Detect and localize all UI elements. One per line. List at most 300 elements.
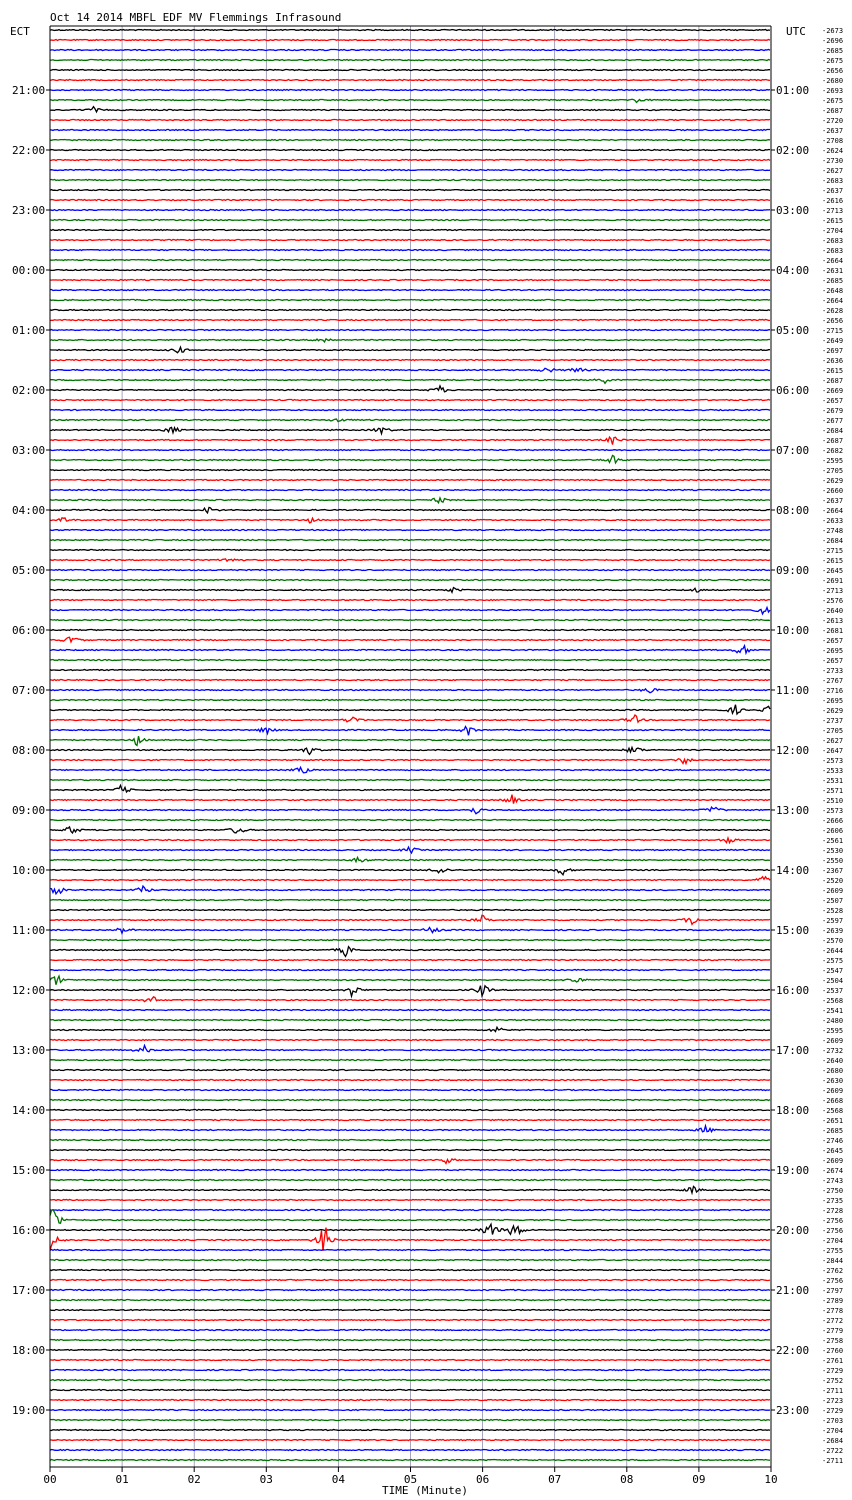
axis-labels [12,27,843,1486]
left-time-label: 00:00 [12,264,46,277]
trace-line [50,1159,770,1164]
right-time-label: 15:00 [776,924,810,937]
left-time-label: 21:00 [12,84,46,97]
trace-offset-label: -2704 [822,1427,844,1435]
trace-offset-label: -2750 [822,1187,844,1195]
trace-line [50,1060,770,1061]
left-time-label: 10:00 [12,864,46,877]
trace-line [50,705,770,714]
left-time-label: 01:00 [12,324,46,337]
trace-offset-label: -2746 [822,1137,844,1145]
trace-line [50,50,770,51]
trace-offset-label: -2615 [822,217,844,225]
trace-line [50,200,770,201]
x-tick-label: 06 [475,1473,490,1486]
trace-offset-label: -2575 [822,957,844,965]
trace-offset-label: -2629 [822,707,844,715]
trace-line [50,1430,770,1431]
trace-offset-label: -2685 [822,1127,844,1135]
right-time-label: 03:00 [776,204,810,217]
trace-line [50,820,770,821]
trace-line [50,540,770,541]
trace-line [50,637,770,642]
trace-offset-label: -2844 [822,1257,844,1265]
trace-offset-label: -2649 [822,337,844,345]
trace-line [50,140,770,141]
trace-offset-label: -2530 [822,847,844,855]
right-time-label: 16:00 [776,984,810,997]
trace-line [50,940,770,941]
trace-offset-label: -2708 [822,137,844,145]
trace-offset-label: -2685 [822,277,844,285]
trace-line [50,330,770,331]
right-time-label: 13:00 [776,804,810,817]
trace-line [50,570,770,571]
trace-offset-label: -2504 [822,977,844,985]
trace-line [50,1120,770,1121]
trace-line [50,339,770,342]
trace-line [50,220,770,221]
trace-offset-label: -2683 [822,237,844,245]
right-time-label: 06:00 [776,384,810,397]
right-time-label: 09:00 [776,564,810,577]
trace-line [50,1260,770,1261]
trace-line [50,190,770,191]
trace-line [50,30,770,31]
left-timezone-label: ECT [10,25,30,38]
trace-line [50,260,770,261]
trace-offset-label: -2755 [822,1247,844,1255]
trace-line [50,1210,770,1223]
trace-offset-label: -2570 [822,937,844,945]
trace-line [50,240,770,241]
trace-offset-label: -2679 [822,407,844,415]
trace-offset-label: -2640 [822,607,844,615]
trace-offset-label: -2609 [822,1037,844,1045]
trace-line [50,580,770,581]
trace-offset-label: -2660 [822,487,844,495]
trace-offset-label: -2685 [822,47,844,55]
trace-line [50,689,770,693]
trace-line [50,1045,770,1051]
trace-offset-label: -2531 [822,777,844,785]
trace-offset-label: -2507 [822,897,844,905]
trace-offset-label: -2683 [822,247,844,255]
trace-offset-label: -2637 [822,187,844,195]
trace-offset-label: -2705 [822,467,844,475]
trace-line [50,1228,770,1251]
trace-line [50,736,770,745]
trace-line [50,877,770,881]
trace-offset-label: -2480 [822,1017,844,1025]
trace-line [50,795,770,804]
trace-offset-label: -2648 [822,287,844,295]
trace-offset-label: -2705 [822,727,844,735]
trace-line [50,1410,770,1411]
trace-offset-label: -2704 [822,1237,844,1245]
trace-line [50,910,770,911]
trace-offset-label: -2695 [822,647,844,655]
trace-line [50,970,770,971]
trace-line [50,437,770,445]
trace-offset-label: -2647 [822,747,844,755]
trace-offset-label: -2561 [822,837,844,845]
trace-line [50,290,770,291]
trace-offset-label: -2716 [822,687,844,695]
trace-offset-label: -2664 [822,257,844,265]
trace-line [50,300,770,301]
right-timezone-label: UTC [786,25,806,38]
trace-line [50,727,770,736]
left-time-label: 15:00 [12,1164,46,1177]
x-axis-label: TIME (Minute) [381,1484,469,1497]
trace-line [50,270,770,271]
trace-offset-label: -2715 [822,547,844,555]
trace-line [50,310,770,311]
trace-offset-label: -2628 [822,307,844,315]
trace-line [50,1040,770,1041]
trace-line [50,869,770,875]
trace-offset-label: -2615 [822,367,844,375]
trace-line [50,997,770,1002]
trace-offset-label: -2684 [822,427,844,435]
trace-line [50,470,770,471]
trace-line [50,210,770,211]
trace-offset-label: -2613 [822,617,844,625]
trace-line [50,368,770,372]
right-time-label: 18:00 [776,1104,810,1117]
trace-offset-label: -2748 [822,527,844,535]
trace-line [50,1360,770,1361]
trace-offset-label: -2664 [822,507,844,515]
left-time-label: 11:00 [12,924,46,937]
trace-line [50,1300,770,1301]
trace-offset-label: -2644 [822,947,844,955]
trace-offset-label: -2571 [822,787,844,795]
trace-line [50,550,770,551]
trace-offset-label: -2657 [822,397,844,405]
trace-line [50,1390,770,1391]
trace-offset-label: -2711 [822,1457,844,1465]
trace-line [50,1350,770,1351]
trace-line [50,455,770,463]
trace-line [50,120,770,121]
trace-line [50,507,770,513]
x-tick-label: 04 [331,1473,346,1486]
trace-line [50,660,770,661]
trace-offset-label: -2752 [822,1377,844,1385]
trace-line [50,900,770,901]
trace-offset-label: -2756 [822,1277,844,1285]
trace-line [50,1400,770,1401]
trace-offset-label: -2682 [822,447,844,455]
trace-line [50,1420,770,1421]
trace-offset-label: -2615 [822,557,844,565]
trace-line [50,947,770,957]
trace-offset-label: -2669 [822,387,844,395]
right-time-label: 04:00 [776,264,810,277]
trace-line [50,1460,770,1461]
trace-offset-label: -2550 [822,857,844,865]
left-time-label: 16:00 [12,1224,46,1237]
trace-offset-label: -2657 [822,657,844,665]
trace-offset-label: -2656 [822,67,844,75]
trace-offset-label: -2576 [822,597,844,605]
trace-line [50,70,770,71]
trace-offset-label: -2732 [822,1047,844,1055]
trace-line [50,680,770,681]
trace-line [50,1170,770,1171]
trace-line [50,847,770,853]
trace-line [50,1080,770,1081]
trace-line [50,498,770,503]
trace-line [50,600,770,601]
right-time-label: 22:00 [776,1344,810,1357]
trace-line [50,1140,770,1141]
trace-line [50,1010,770,1011]
trace-offset-label: -2627 [822,737,844,745]
trace-offset-label: -2713 [822,207,844,215]
trace-line [50,1020,770,1021]
x-tick-label: 07 [548,1473,562,1486]
trace-offset-label: -2633 [822,517,844,525]
trace-offset-label: -2533 [822,767,844,775]
trace-offset-label: -2778 [822,1307,844,1315]
left-time-label: 23:00 [12,204,46,217]
trace-offset-label: -2657 [822,637,844,645]
trace-offset-label: -2684 [822,537,844,545]
trace-offset-label: -2624 [822,147,844,155]
trace-line [50,1126,770,1132]
trace-line [50,1330,770,1331]
trace-line [50,250,770,251]
left-time-label: 22:00 [12,144,46,157]
trace-offset-label: -2797 [822,1287,844,1295]
trace-offset-label: -2597 [822,917,844,925]
x-tick-label: 01 [115,1473,129,1486]
trace-offset-label: -2673 [822,27,844,35]
trace-offset-label: -2645 [822,567,844,575]
right-time-label: 20:00 [776,1224,810,1237]
left-time-label: 13:00 [12,1044,46,1057]
trace-offset-label: -2616 [822,197,844,205]
trace-offset-label: -2674 [822,1167,844,1175]
right-time-label: 07:00 [776,444,810,457]
trace-line [50,1450,770,1451]
trace-offset-label: -2684 [822,1437,844,1445]
trace-offset-label: -2789 [822,1297,844,1305]
trace-line [50,1320,770,1321]
trace-line [50,1070,770,1071]
trace-line [50,608,770,614]
trace-line [50,646,770,653]
trace-line [50,1440,770,1441]
trace-offset-label: -2687 [822,377,844,385]
trace-offset-label: -2666 [822,817,844,825]
trace-lines [50,30,770,1461]
trace-line [50,1270,770,1271]
trace-offset-label: -2728 [822,1207,844,1215]
trace-line [50,160,770,161]
trace-line [50,588,770,593]
trace-line [50,347,770,353]
trace-line [50,759,770,764]
trace-offset-label: -2722 [822,1447,844,1455]
trace-offset-label: -2645 [822,1147,844,1155]
trace-line [50,559,770,561]
trace-line [50,130,770,131]
trace-line [50,827,770,833]
trace-offset-label: -2595 [822,1027,844,1035]
trace-line [50,1210,770,1211]
trace-offset-label: -2668 [822,1097,844,1105]
trace-offset-label: -2651 [822,1117,844,1125]
trace-offset-label: -2609 [822,1087,844,1095]
trace-line [50,1110,770,1111]
trace-offset-label: -2704 [822,227,844,235]
trace-line [50,886,770,894]
trace-offset-label: -2510 [822,797,844,805]
trace-line [50,427,770,433]
trace-offset-label: -2767 [822,677,844,685]
trace-line [50,379,770,383]
trace-offset-label: -2697 [822,347,844,355]
right-time-label: 11:00 [776,684,810,697]
trace-offset-label: -2756 [822,1227,844,1235]
trace-line [50,490,770,491]
trace-line [50,360,770,361]
trace-offset-label: -2756 [822,1217,844,1225]
trace-offset-label: -2683 [822,177,844,185]
trace-offset-label: -2367 [822,867,844,875]
trace-offset-label: -2637 [822,127,844,135]
trace-line [50,928,770,934]
x-tick-label: 09 [692,1473,706,1486]
left-time-label: 14:00 [12,1104,46,1117]
trace-line [50,715,770,722]
trace-offset-label: -2703 [822,1417,844,1425]
x-tick-label: 00 [43,1473,57,1486]
trace-line [50,986,770,997]
trace-offset-label: -2715 [822,327,844,335]
trace-line [50,1090,770,1091]
trace-offset-label: -2693 [822,87,844,95]
left-time-label: 09:00 [12,804,46,817]
trace-offset-label: -2680 [822,77,844,85]
trace-line [50,960,770,961]
trace-offset-label: -2568 [822,997,844,1005]
trace-offset-label: -2609 [822,887,844,895]
left-time-label: 07:00 [12,684,46,697]
x-tick-label: 10 [764,1473,778,1486]
trace-offset-label: -2729 [822,1407,844,1415]
trace-offset-label: -2636 [822,357,844,365]
trace-offset-label: -2664 [822,297,844,305]
trace-offset-label: -2758 [822,1337,844,1345]
trace-line [50,1250,770,1251]
trace-offset-label: -2675 [822,97,844,105]
trace-offset-label: -2640 [822,1057,844,1065]
right-time-label: 23:00 [776,1404,810,1417]
trace-offset-label: -2568 [822,1107,844,1115]
trace-offset-label: -2637 [822,497,844,505]
trace-offset-label: -2631 [822,267,844,275]
trace-line [50,857,770,861]
trace-offset-label: -2730 [822,157,844,165]
trace-line [50,1150,770,1151]
trace-line [50,90,770,91]
trace-offset-label: -2681 [822,627,844,635]
right-time-label: 08:00 [776,504,810,517]
trace-offset-label: -2772 [822,1317,844,1325]
right-time-label: 01:00 [776,84,810,97]
right-time-label: 21:00 [776,1284,810,1297]
right-time-label: 12:00 [776,744,810,757]
trace-offset-label: -2675 [822,57,844,65]
trace-offset-label: -2547 [822,967,844,975]
trace-offset-label: -2743 [822,1177,844,1185]
trace-offset-label: -2711 [822,1387,844,1395]
right-time-label: 19:00 [776,1164,810,1177]
left-time-label: 17:00 [12,1284,46,1297]
trace-offset-label: -2729 [822,1367,844,1375]
trace-offset-label: -2606 [822,827,844,835]
trace-line [50,1310,770,1311]
right-time-label: 17:00 [776,1044,810,1057]
trace-line [50,785,770,792]
trace-line [50,767,770,772]
trace-line [50,700,770,701]
trace-offset-label: -2629 [822,477,844,485]
trace-offset-label: -2677 [822,417,844,425]
trace-line [50,670,770,671]
trace-line [50,410,770,411]
trace-line [50,99,770,102]
trace-line [50,620,770,621]
trace-offset-label: -2573 [822,807,844,815]
trace-offset-label: -2735 [822,1197,844,1205]
trace-offset-label: -2762 [822,1267,844,1275]
trace-offset-label: -2737 [822,717,844,725]
trace-offset-label: -2537 [822,987,844,995]
trace-offset-label: -2695 [822,697,844,705]
trace-line [50,419,770,422]
left-time-label: 19:00 [12,1404,46,1417]
trace-offset-label: -2696 [822,37,844,45]
trace-line [50,1224,770,1234]
trace-line [50,80,770,81]
right-time-label: 02:00 [776,144,810,157]
trace-offset-label: -2779 [822,1327,844,1335]
trace-line [50,1370,770,1371]
trace-line [50,807,770,814]
trace-line [50,480,770,481]
trace-line [50,1380,770,1381]
trace-offset-label: -2609 [822,1157,844,1165]
trace-offset-label: -2627 [822,167,844,175]
x-tick-label: 08 [620,1473,634,1486]
right-time-label: 05:00 [776,324,810,337]
x-tick-label: 03 [259,1473,273,1486]
trace-line [50,780,770,781]
trace-offset-label: -2720 [822,117,844,125]
trace-line [50,320,770,321]
trace-line [50,180,770,181]
trace-line [50,1200,770,1201]
right-time-label: 10:00 [776,624,810,637]
trace-offset-label: -2687 [822,437,844,445]
trace-offset-label: -2761 [822,1357,844,1365]
